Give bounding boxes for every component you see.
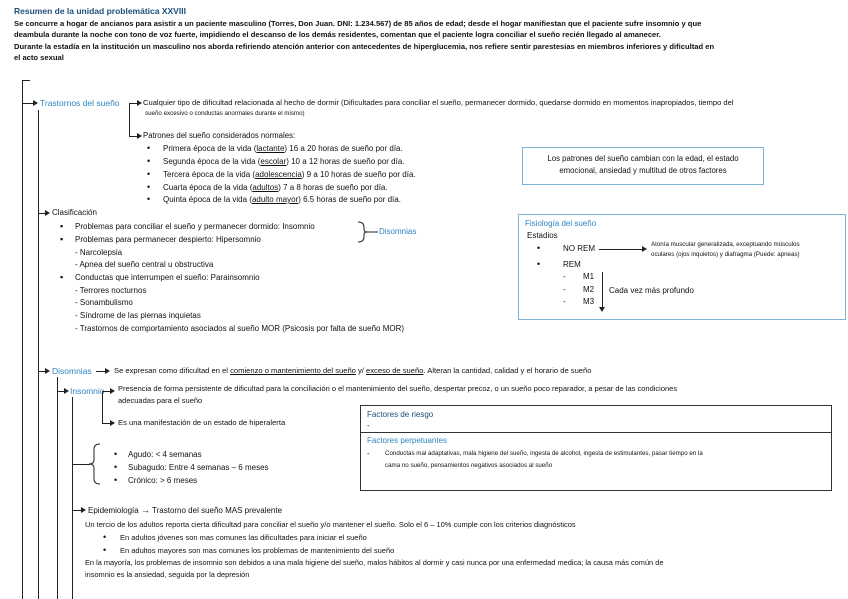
arrow-icon xyxy=(137,100,142,106)
connector xyxy=(599,249,643,250)
clasif-item-3b: - Sonambulismo xyxy=(75,298,133,307)
epidemiologia-label: Epidemiología → Trastorno del sueño MAS prevalente xyxy=(88,505,283,515)
nrem-label: NO REM xyxy=(563,244,595,253)
bullet: • xyxy=(537,259,541,269)
arrow-icon xyxy=(110,420,115,426)
disomnias-tag: Disomnias xyxy=(379,227,417,236)
disomnias-def: Se expresan como dificultad en el comienzo o mantenimiento del sueño y/ exceso de sueño. Alteran la cantidad, calidad y el horario de sueño xyxy=(114,366,592,375)
tree-line-top xyxy=(22,80,30,81)
patrones-title: Patrones del sueño considerados normales: xyxy=(143,131,296,140)
bullet: • xyxy=(147,156,151,166)
insomnio-label: Insomnio xyxy=(70,386,105,396)
bullet: • xyxy=(103,545,107,555)
tree-line xyxy=(38,360,39,599)
arrow-icon xyxy=(45,210,50,216)
factores-box xyxy=(360,405,832,491)
case-line-1: Se concurre a hogar de ancianos para asistir a un paciente masculino (Torres, Don Juan. DNI: 1.234.567) de 85 años de edad; desde el hogar manifiestan que el paciente sufre insomnio y que xyxy=(14,19,702,28)
bullet: • xyxy=(103,532,107,542)
patron-item: Tercera época de la vida (adolescencia) 9 a 10 horas de sueño por día. xyxy=(163,170,416,179)
patron-item: Quinta época de la vida (adulto mayor) 6.5 horas de sueño por día. xyxy=(163,195,401,204)
brace-icon xyxy=(88,443,102,485)
brace-icon xyxy=(356,221,380,243)
clasif-item-2: Problemas para permanecer despierto: Hipersomnio xyxy=(75,235,261,244)
bullet: • xyxy=(114,462,118,472)
agudo-text: Agudo: < 4 semanas xyxy=(128,450,202,459)
epi-bullet-1: En adultos jóvenes son mas comunes las dificultades para iniciar el sueño xyxy=(120,533,367,542)
dash: - xyxy=(563,297,566,306)
arrow-icon xyxy=(110,388,115,394)
epi-bullet-2: En adultos mayores son mas comunes los problemas de mantenimiento del sueño xyxy=(120,546,395,555)
riesgo-title: Factores de riesgo xyxy=(367,410,434,419)
profundo-label: Cada vez más profundo xyxy=(609,286,694,295)
m2-label: M2 xyxy=(583,285,595,294)
arrow-icon xyxy=(81,507,86,513)
tree-line xyxy=(72,397,73,599)
fisiologia-title: Fisiología del sueño xyxy=(525,219,597,228)
arrow-icon xyxy=(105,368,110,374)
case-line-4: el acto sexual xyxy=(14,53,64,62)
riesgo-dash: - xyxy=(367,421,370,430)
trastornos-def-1: Cualquier tipo de dificultad relacionada al hecho de dormir (Dificultades para conciliar el sueño, permanecer dormido, quedarse dormido en momentos inapropiados, tiempo del xyxy=(143,98,734,107)
page-title: Resumen de la unidad problemática XXVIII xyxy=(14,6,186,16)
clasif-item-3d: - Trastornos de comportamiento asociados al sueño MOR (Psicosis por falta de sueño MOR) xyxy=(75,324,405,333)
tree-line xyxy=(129,103,130,136)
perpetuantes-line-2: cama no sueño, pensamientos negativos asociados al sueño xyxy=(385,462,553,469)
hiperalerta-text: Es una manifestación de un estado de hiperalerta xyxy=(118,418,286,427)
m1-label: M1 xyxy=(583,272,595,281)
bullet: ▪ xyxy=(60,272,64,282)
arrow-icon xyxy=(137,133,142,139)
bullet: • xyxy=(147,194,151,204)
bullet: • xyxy=(147,182,151,192)
depth-line xyxy=(602,272,603,308)
bullet: • xyxy=(537,243,541,253)
insomnio-def-1: Presencia de forma persistente de dificultad para la conciliación o el mantenimiento del sueño, despertar precoz, o un sueño poco reparador, a pesar de las condiciones xyxy=(118,384,678,393)
m3-label: M3 xyxy=(583,297,595,306)
perpetuantes-line-1: Conductas mal adaptativas, mala higiene del sueño, ingesta de alcohol, ingesta de estimulantes, pasar tiempo en la xyxy=(385,450,703,457)
bullet: • xyxy=(147,169,151,179)
patron-item: Cuarta época de la vida (adultos) 7 a 8 horas de sueño por día. xyxy=(163,183,388,192)
clasif-item-2b: - Apnea del sueño central u obstructiva xyxy=(75,260,214,269)
tree-line xyxy=(38,110,39,365)
arrow-icon xyxy=(64,388,69,394)
dash: - xyxy=(563,285,566,294)
clasificacion-label: Clasificación xyxy=(52,208,97,217)
arrow-icon xyxy=(33,100,38,106)
epi-para-1: En la mayoría, los problemas de insomnio son debidos a una mala higiene del sueño, malos hábitos al dormir y casi nunca por una enfermedad medica; la causa más común de xyxy=(85,558,664,567)
clasif-item-3a: - Terrores nocturnos xyxy=(75,286,147,295)
clasif-item-2a: - Narcolepsia xyxy=(75,248,123,257)
bullet: ▪ xyxy=(60,221,64,231)
bullet: ▪ xyxy=(60,234,64,244)
tree-line xyxy=(102,391,103,423)
clasif-item-1: Problemas para conciliar el sueño y permanecer dormido: Insomnio xyxy=(75,222,315,231)
tree-line-root xyxy=(22,80,23,599)
insomnio-def-2: adecuadas para el sueño xyxy=(118,396,203,405)
subagudo-text: Subagudo: Entre 4 semanas – 6 meses xyxy=(128,463,269,472)
dash: - xyxy=(563,272,566,281)
nrem-desc-1: Atonía muscular generalizada, exceptuando músculos xyxy=(651,241,800,248)
case-line-2: deambula durante la noche con tono de voz fuerte, impidiendo el descanso de los demás residentes, comentan que el paciente logra conciliar el sueño recién llegado al amanecer. xyxy=(14,30,661,39)
divider xyxy=(361,432,831,433)
tree-line xyxy=(57,377,58,599)
epi-line: Un tercio de los adultos reporta cierta dificultad para conciliar el sueño y/o mantener el sueño. Solo el 6 – 10% cumple con los criterios diagnósticos xyxy=(85,520,576,529)
patron-item: Segunda época de la vida (escolar) 10 a 12 horas de sueño por día. xyxy=(163,157,405,166)
down-arrow-icon xyxy=(599,307,605,312)
rem-label: REM xyxy=(563,260,581,269)
clasif-item-3: Conductas que interrumpen el sueño: Parainsomnio xyxy=(75,273,260,282)
fisiologia-box xyxy=(518,214,846,320)
estadios-label: Estadios xyxy=(527,231,558,240)
trastornos-def-2: sueño excesivo o conductas anormales durante el mismo) xyxy=(145,110,305,117)
bullet: • xyxy=(147,143,151,153)
arrow-icon xyxy=(642,246,647,252)
arrow-icon xyxy=(45,368,50,374)
trastornos-label: Trastornos del sueño xyxy=(40,98,120,108)
bullet: • xyxy=(114,449,118,459)
case-line-3: Durante la estadía en la institución un masculino nos aborda refiriendo atención anterior con antecedentes de hiperglucemia, nos refiere sentir parestesias en miembros inferiores y dificultad en xyxy=(14,42,715,51)
disomnias-label: Disomnias xyxy=(52,366,92,376)
epi-para-2: insomnio es la ansiedad, seguida por la depresión xyxy=(85,570,250,579)
clasif-item-3c: - Síndrome de las piernas inquietas xyxy=(75,311,201,320)
perpetuantes-title: Factores perpetuantes xyxy=(367,436,448,445)
perp-dash: - xyxy=(367,449,370,458)
nrem-desc-2: oculares (ojos inquietos) y diafragma (Puede: apneas) xyxy=(651,251,800,258)
note-line-1: Los patrones del sueño cambian con la edad, el estado xyxy=(547,154,739,163)
note-box xyxy=(522,147,764,185)
bullet: • xyxy=(114,475,118,485)
patron-item: Primera época de la vida (lactante) 16 a 20 horas de sueño por día. xyxy=(163,144,403,153)
cronico-text: Crónico: > 6 meses xyxy=(128,476,198,485)
note-line-2: emocional, ansiedad y multitud de otros factores xyxy=(559,166,727,175)
